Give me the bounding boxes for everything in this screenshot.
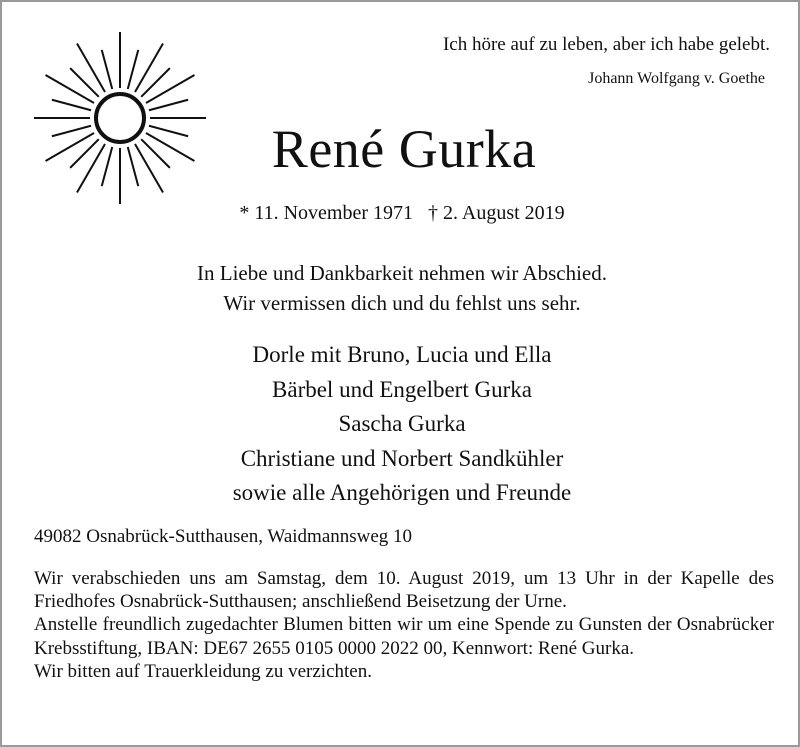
sun-ray [46,75,94,103]
mourners-list [2,338,800,511]
mourner-line: Christiane und Norbert Sandkühler [240,445,564,471]
life-dates [2,202,800,225]
sun-ray [146,75,194,103]
farewell-line: In Liebe und Dankbarkeit nehmen wir Abschied. [197,261,607,285]
mourner-line: sowie alle Angehörigen und Freunde [232,480,572,505]
sun-ray [128,50,138,89]
farewell-line: Wir vermissen dich und du fehlst uns sehr. [223,291,581,315]
sun-ray [149,100,188,110]
quote-text: Ich höre auf zu leben, aber ich habe gelebt. [442,34,770,55]
quote-author: Johann Wolfgang v. Goethe [588,70,765,87]
attire-info: Wir bitten auf Trauerkleidung zu verzichten. [34,660,372,682]
donation-info: Anstelle freundlich zugedachter Blumen bitten wir um eine Spende zu Gunsten der Osnabrücker Krebsstiftung, IBAN: DE67 2655 0105 0000 2022 00, Kennwort: René Gurka. [34,614,774,659]
family-address: 49082 Osnabrück-Sutthausen, Waidmannsweg 10 [34,526,413,547]
sun-ray [52,100,91,110]
sun-ray [102,50,112,89]
ceremony-info: Wir verabschieden uns am Samstag, dem 10. August 2019, um 13 Uhr in der Kapelle des Friedhofes Osnabrück-Sutthausen; anschließend Beisetzung der Urne. [34,568,774,613]
birth-date: * 11. November 1971 [239,202,413,224]
death-date: † 2. August 2019 [427,202,565,224]
mourner-line: Bärbel und Engelbert Gurka [272,376,532,402]
sun-ray [77,44,105,92]
funeral-notice [34,567,774,683]
mourner-line: Dorle mit Bruno, Lucia und Ella [252,342,552,367]
mourner-line: Sascha Gurka [338,411,466,436]
deceased-name: René Gurka [271,119,537,179]
sun-ray [135,44,163,92]
farewell-message [2,258,800,318]
